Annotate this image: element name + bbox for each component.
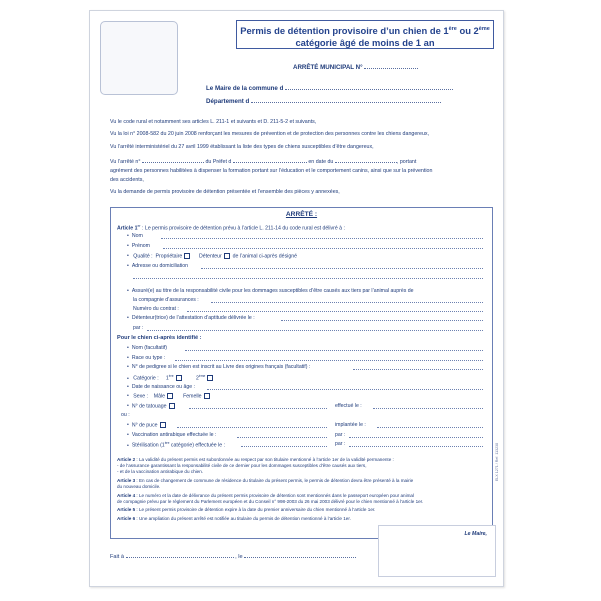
le-maire-label: Le Maire, [464, 531, 487, 537]
adresse-field[interactable] [201, 268, 483, 269]
race-field[interactable] [175, 360, 483, 361]
considerant-4: Vu l’arrêté n° du Préfet d en date du , portant [110, 159, 417, 165]
pedigree-label: • N° de pedigree si le chien est inscrit au Livre des origines français (facultatif) : [127, 364, 310, 370]
departement-label: Département d [206, 97, 441, 105]
reference-code: ELX 1271 / Ref. 113238 [495, 442, 499, 481]
attestation-field[interactable] [281, 320, 483, 321]
vaccination-label: • Vaccination antirabique effectuée le : [127, 432, 216, 438]
sterilisation-par-field[interactable] [349, 446, 483, 447]
attestation-label: • Détenteur(trice) de l’attestation d’aptitude délivrée le : [127, 315, 255, 321]
pedigree-field[interactable] [353, 369, 483, 370]
maire-label: Le Maire de la commune d [206, 84, 453, 92]
nom-chien-field[interactable] [185, 350, 483, 351]
proprietaire-checkbox[interactable] [184, 253, 190, 259]
cat1-checkbox[interactable] [176, 375, 182, 381]
ou-label: ou : [121, 412, 130, 418]
adresse-field-2[interactable] [133, 278, 483, 279]
prenom-field[interactable] [163, 248, 483, 249]
par-label: par : [133, 325, 144, 331]
considerant-7: Vu la demande de permis provisoire de détention présentée et l’ensemble des pièces y annexées, [110, 189, 340, 195]
compagnie-field[interactable] [211, 302, 483, 303]
considerant-5: agrément des personnes habilitées à dispenser la formation portant sur l’éducation et le comportement canins, ainsi que sur la prévention [110, 168, 433, 174]
cat2-checkbox[interactable] [207, 375, 213, 381]
considerant-2: Vu la loi n° 2008-582 du 20 juin 2008 renforçant les mesures de prévention et de protection des personnes contre les chiens dangereux, [110, 131, 430, 137]
puce-checkbox[interactable] [160, 422, 166, 428]
considerant-3: Vu l’arrêté interministériel du 27 avril 1999 établissant la liste des types de chiens susceptibles d’être dangereux, [110, 144, 374, 150]
fait-a-field[interactable] [126, 552, 234, 558]
form-title [236, 20, 494, 49]
assure-label: • Assuré(e) au titre de la responsabilité civile pour les dommages susceptibles d’être causés aux tiers par l’animal auprès de [127, 288, 414, 294]
fait-a-row: Fait à , le [110, 552, 356, 560]
male-checkbox[interactable] [167, 393, 173, 399]
effectue-label: effectué le : [335, 403, 362, 409]
compagnie-label: la compagnie d’assurances : [133, 297, 199, 303]
article-1: Article 1er : Le permis provisoire de détention prévu à l’article L. 211-14 du code rural est délivré à : [117, 224, 345, 232]
considerant-1: Vu le code rural et notamment ses articles L. 211-1 et suivants et D. 211-5-2 et suivants, [110, 119, 317, 125]
effectue-field[interactable] [373, 408, 483, 409]
considerant-6: des accidents, [110, 177, 144, 183]
sterilisation-label: • Stérilisation (1ère catégorie) effectuée le : [127, 441, 225, 449]
femelle-checkbox[interactable] [204, 393, 210, 399]
puce-field[interactable] [177, 427, 327, 428]
adresse-label: • Adresse ou domiciliation [127, 263, 188, 269]
article-3: Article 3 : En cas de changement de commune de résidence du titulaire du présent permis, le permis de détention devra être présenté à la mairie du nouveau domicile. [117, 478, 414, 489]
categorie-row: • Catégorie : 1ère 2ème [127, 374, 213, 382]
qualite-row: • Qualité : Propriétaire Détenteur de l’animal ci-après désigné [127, 253, 297, 259]
puce-label: • N° de puce [127, 422, 166, 428]
article-6: Article 6 : Une ampliation du présent arrêté est notifiée au titulaire du permis de détention mentionné à l’article 1er. [117, 516, 351, 521]
tatouage-label: • N° de tatouage [127, 403, 175, 409]
tatouage-checkbox[interactable] [169, 403, 175, 409]
sterilisation-par-label: par : [335, 441, 346, 447]
photo-box [100, 21, 178, 95]
implantee-label: implantée le : [335, 422, 366, 428]
title-line-1: Permis de détention provisoire d’un chien de 1ère ou 2ème [240, 25, 490, 37]
arrete-title: ARRÊTÉ : [285, 211, 318, 218]
nom-label: • Nom [127, 233, 143, 239]
detenteur-checkbox[interactable] [224, 253, 230, 259]
sexe-row: • Sexe : Mâle Femelle [127, 393, 210, 399]
form-sheet [89, 10, 504, 587]
naissance-label: • Date de naissance ou âge : [127, 384, 195, 390]
contrat-label: Numéro du contrat : [133, 306, 179, 312]
date-field[interactable] [244, 552, 356, 558]
prenom-label: • Prénom [127, 243, 150, 249]
arrete-section [110, 207, 493, 539]
race-label: • Race ou type : [127, 355, 165, 361]
vaccination-par-label: par : [335, 432, 346, 438]
signature-box[interactable] [378, 525, 496, 577]
sterilisation-field[interactable] [241, 446, 327, 447]
arrete-municipal-label: ARRÊTÉ MUNICIPAL N° [293, 63, 418, 71]
implantee-field[interactable] [377, 427, 483, 428]
contrat-field[interactable] [187, 311, 483, 312]
naissance-field[interactable] [207, 389, 483, 390]
vaccination-field[interactable] [237, 437, 327, 438]
nom-chien-label: • Nom (facultatif) [127, 345, 167, 351]
tatouage-field[interactable] [189, 408, 327, 409]
title-line-2: catégorie âgé de moins de 1 an [295, 37, 435, 49]
vaccination-par-field[interactable] [349, 437, 483, 438]
nom-field[interactable] [161, 238, 483, 239]
article-4: Article 4 : Le numéro et la date de délivrance du présent permis provisoire de détention sont mentionnés dans le passeport européen pour animal de compagnie prévu par le règlement du Parlement européen et du Conseil n° 998-2003 du 26 mai 2003 délivré pour le chien mentionné à l’article 1er. [117, 493, 424, 504]
article-2: Article 2 : La validité du présent permis est subordonnée au respect par son titulaire mentionné à l’article 1er de la validité permanente : - de l’assurance garantissant la responsabilité civile de ce dernier pour les dommages susceptibles d’être causés aux tiers, - et de la vaccination antirabique du chien. [117, 457, 394, 474]
article-5: Article 5 : Le présent permis provisoire de détention expire à la date du premier anniversaire du chien mentionné à l’article 1er. [117, 507, 376, 512]
par-field[interactable] [147, 330, 483, 331]
chien-heading: Pour le chien ci-après identifié : [117, 335, 202, 341]
